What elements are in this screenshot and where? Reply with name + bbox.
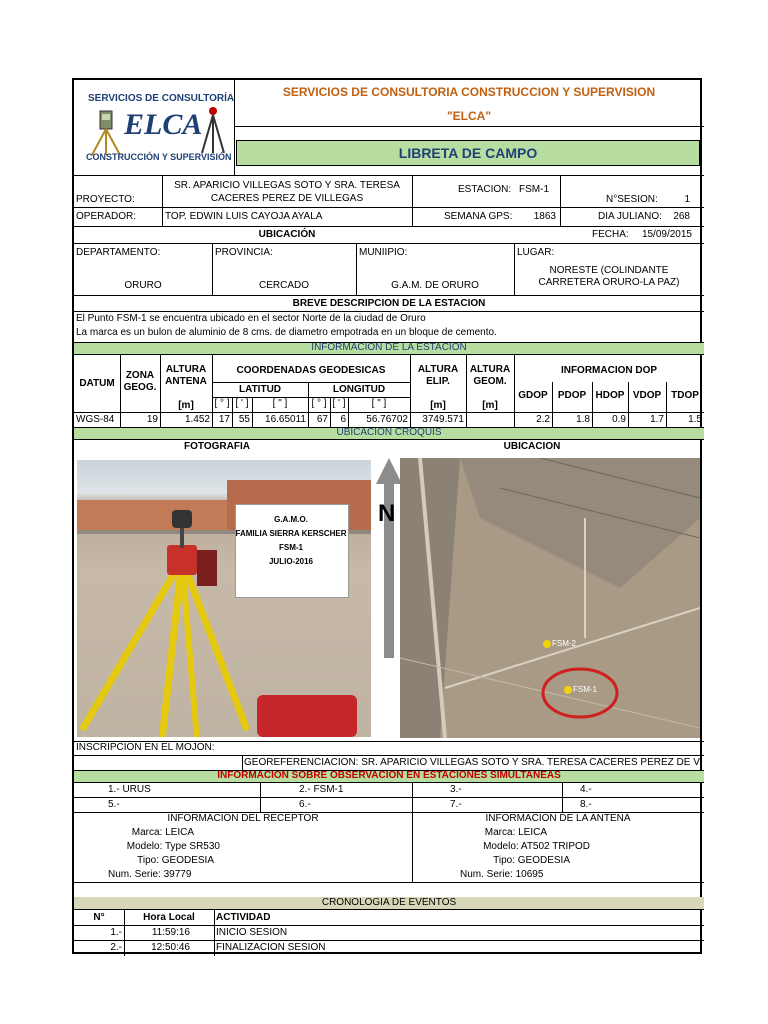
estacion-label: ESTACION:: [458, 184, 512, 195]
mojon-label: INSCRIPCION EN EL MOJON:: [76, 742, 215, 753]
h-zona-2: GEOG.: [123, 382, 157, 393]
antena-title: INFORMACION DE LA ANTENA: [485, 813, 631, 824]
h-pdop: PDOP: [557, 390, 587, 401]
val-lon-sec: 56.76702: [366, 414, 408, 425]
val-gdop: 2.2: [536, 414, 550, 425]
provincia-label: PROVINCIA:: [215, 247, 273, 258]
proyecto-label: PROYECTO:: [76, 194, 135, 205]
lugar-line2: CARRETERA ORURO-LA PAZ): [538, 277, 680, 288]
cronologia-title: CRONOLOGIA DE EVENTOS: [321, 897, 457, 908]
h-coord: COORDENADAS GEODESICAS: [236, 365, 386, 376]
h-dop: INFORMACION DOP: [560, 365, 658, 376]
evt1-n: 1.-: [110, 927, 122, 938]
ubicacion-label: UBICACIÓN: [258, 229, 316, 240]
val-tdop: 1.5: [688, 414, 702, 425]
sim-station-4: 4.-: [580, 784, 592, 795]
estacion-value: FSM-1: [519, 184, 549, 195]
antena-tipo: Tipo: GEODESIA: [493, 855, 570, 866]
station-section-title: INFORMACION DE LA ESTACION: [311, 342, 467, 353]
page-title: LIBRETA DE CAMPO: [398, 145, 538, 161]
h-gdop: GDOP: [518, 390, 548, 401]
description-line2: La marca es un bulon de aluminio de 8 cms. de diametro empotrada en un bloque de cemento.: [76, 327, 497, 338]
dia-value: 268: [673, 211, 690, 222]
fecha-value: 15/09/2015: [641, 229, 692, 240]
fecha-label: FECHA:: [592, 229, 629, 240]
h-hora: Hora Local: [143, 912, 195, 923]
val-lat-deg: 17: [218, 414, 230, 425]
lugar-line1: NORESTE (COLINDANTE: [549, 265, 669, 276]
antena-marca: Marca: LEICA: [484, 827, 547, 838]
val-lat-min: 55: [238, 414, 250, 425]
u-lon-min: [ ' ]: [332, 398, 346, 409]
operador-label: OPERADOR:: [76, 211, 137, 222]
dia-label: DIA JULIANO:: [598, 211, 662, 222]
val-pdop: 1.8: [576, 414, 590, 425]
u-elip: [m]: [430, 400, 446, 411]
company-short-name: "ELCA": [446, 109, 492, 123]
receptor-title: INFORMACION DEL RECEPTOR: [167, 813, 319, 824]
north-letter: N: [378, 500, 396, 527]
sim-station-8: 8.-: [580, 799, 592, 810]
logo-bottom-text: CONSTRUCCIÓN Y SUPERVISIÓN: [86, 152, 232, 162]
antena-modelo: Modelo: AT502 TRIPOD: [483, 841, 590, 852]
u-lon-sec: [ " ]: [371, 398, 387, 409]
u-lat-min: [ ' ]: [235, 398, 249, 409]
lugar-label: LUGAR:: [517, 247, 555, 258]
sim-station-3: 3.-: [450, 784, 462, 795]
operador-value: TOP. EDWIN LUIS CAYOJA AYALA: [165, 211, 323, 222]
u-antena: [m]: [178, 400, 194, 411]
description-line1: El Punto FSM-1 se encuentra ubicado en el sector Norte de la ciudad de Oruro: [76, 313, 426, 324]
val-vdop: 1.7: [650, 414, 664, 425]
field-sheet: [72, 78, 702, 954]
proyecto-line1: SR. APARICIO VILLEGAS SOTO Y SRA. TERESA: [174, 180, 400, 191]
receptor-marca: Marca: LEICA: [131, 827, 194, 838]
h-geom-1: ALTURA: [469, 364, 511, 375]
h-geom-2: GEOM.: [473, 376, 507, 387]
departamento-value: ORURO: [124, 280, 162, 291]
val-elip: 3749.571: [422, 414, 464, 425]
logo: [78, 83, 235, 165]
semana-value: 1863: [533, 211, 556, 222]
municipio-label: MUNIIPIO:: [359, 247, 408, 258]
ubicacion-map-label: UBICACION: [503, 441, 561, 452]
logo-brand: ELCA: [124, 108, 203, 141]
u-lat-sec: [ " ]: [272, 398, 288, 409]
h-tdop: TDOP: [671, 390, 699, 401]
h-antena-1: ALTURA: [165, 364, 207, 375]
provincia-value: CERCADO: [258, 280, 309, 291]
val-antena: 1.452: [184, 414, 210, 425]
evt2-hora: 12:50:46: [151, 942, 190, 953]
sign-line-1: G.A.M.O.: [274, 515, 308, 524]
val-lon-min: 6: [340, 414, 346, 425]
company-name: SERVICIOS DE CONSULTORIA CONSTRUCCION Y SUPERVISION: [282, 85, 656, 99]
h-longitud: LONGITUD: [332, 384, 386, 395]
u-lon-deg: [ ° ]: [311, 398, 327, 409]
h-datum: DATUM: [79, 378, 115, 389]
val-lat-sec: 16.65011: [265, 414, 306, 425]
map-pin-fsm2: FSM-2: [552, 639, 576, 648]
croquis-title: UBICACION CROQUIS: [336, 427, 442, 438]
h-antena-2: ANTENA: [165, 376, 207, 387]
evt2-n: 2.-: [110, 942, 122, 953]
val-lon-deg: 67: [316, 414, 328, 425]
evt1-act: INICIO SESION: [216, 927, 288, 938]
h-n: N°: [93, 912, 105, 923]
sign-line-4: JULIO-2016: [268, 557, 314, 566]
h-latitud: LATITUD: [238, 384, 282, 395]
proyecto-line2: CACERES PEREZ DE VILLEGAS: [210, 193, 364, 204]
antena-serie: Num. Serie: 10695: [460, 869, 544, 880]
logo-top-text: SERVICIOS DE CONSULTORÍA: [88, 93, 235, 104]
h-elip-1: ALTURA: [417, 364, 459, 375]
h-vdop: VDOP: [632, 390, 662, 401]
theodolite-icon: [86, 107, 126, 157]
sesion-label: N°SESION:: [606, 194, 658, 205]
u-geom: [m]: [482, 400, 498, 411]
sim-station-6: 6.-: [299, 799, 311, 810]
municipio-value: G.A.M. DE ORURO: [391, 280, 479, 291]
receptor-modelo: Modelo: Type SR530: [126, 841, 220, 852]
h-hdop: HDOP: [595, 390, 625, 401]
foto-label: FOTOGRAFIA: [184, 441, 250, 452]
val-datum: WGS-84: [76, 414, 115, 425]
departamento-label: DEPARTAMENTO:: [76, 247, 161, 258]
u-lat-deg: [ ° ]: [214, 398, 230, 409]
h-elip-2: ELIP.: [426, 376, 450, 387]
h-zona-1: ZONA: [125, 370, 155, 381]
h-actividad: ACTIVIDAD: [216, 912, 271, 923]
sim-station-2: 2.- FSM-1: [299, 784, 344, 795]
sim-station-7: 7.-: [450, 799, 462, 810]
evt1-hora: 11:59:16: [151, 927, 190, 938]
map-pin-fsm1: FSM-1: [573, 685, 597, 694]
station-photo: [77, 460, 371, 737]
evt2-act: FINALIZACION SESION: [216, 942, 326, 953]
simultaneas-title: INFORMACION SOBRE OBSERVACION EN ESTACIONES SIMULTANEAS: [217, 770, 561, 781]
tripod-icon: [198, 105, 228, 155]
receptor-tipo: Tipo: GEODESIA: [137, 855, 214, 866]
val-zona: 19: [146, 414, 158, 425]
description-title: BREVE DESCRIPCION DE LA ESTACION: [292, 298, 486, 309]
sign-line-3: FSM-1: [279, 543, 303, 552]
satellite-map: [400, 458, 700, 738]
sim-station-1: 1.- URUS: [108, 784, 151, 795]
sign-line-2: FAMILIA SIERRA KERSCHER: [235, 529, 347, 538]
mojon-value: GEOREFERENCIACION: SR. APARICIO VILLEGAS SOTO Y SRA. TERESA CACERES PEREZ DE V: [244, 757, 700, 768]
val-hdop: 0.9: [612, 414, 626, 425]
sim-station-5: 5.-: [108, 799, 120, 810]
receptor-serie: Num. Serie: 39779: [108, 869, 192, 880]
semana-label: SEMANA GPS:: [444, 211, 513, 222]
sesion-value: 1: [684, 194, 690, 205]
